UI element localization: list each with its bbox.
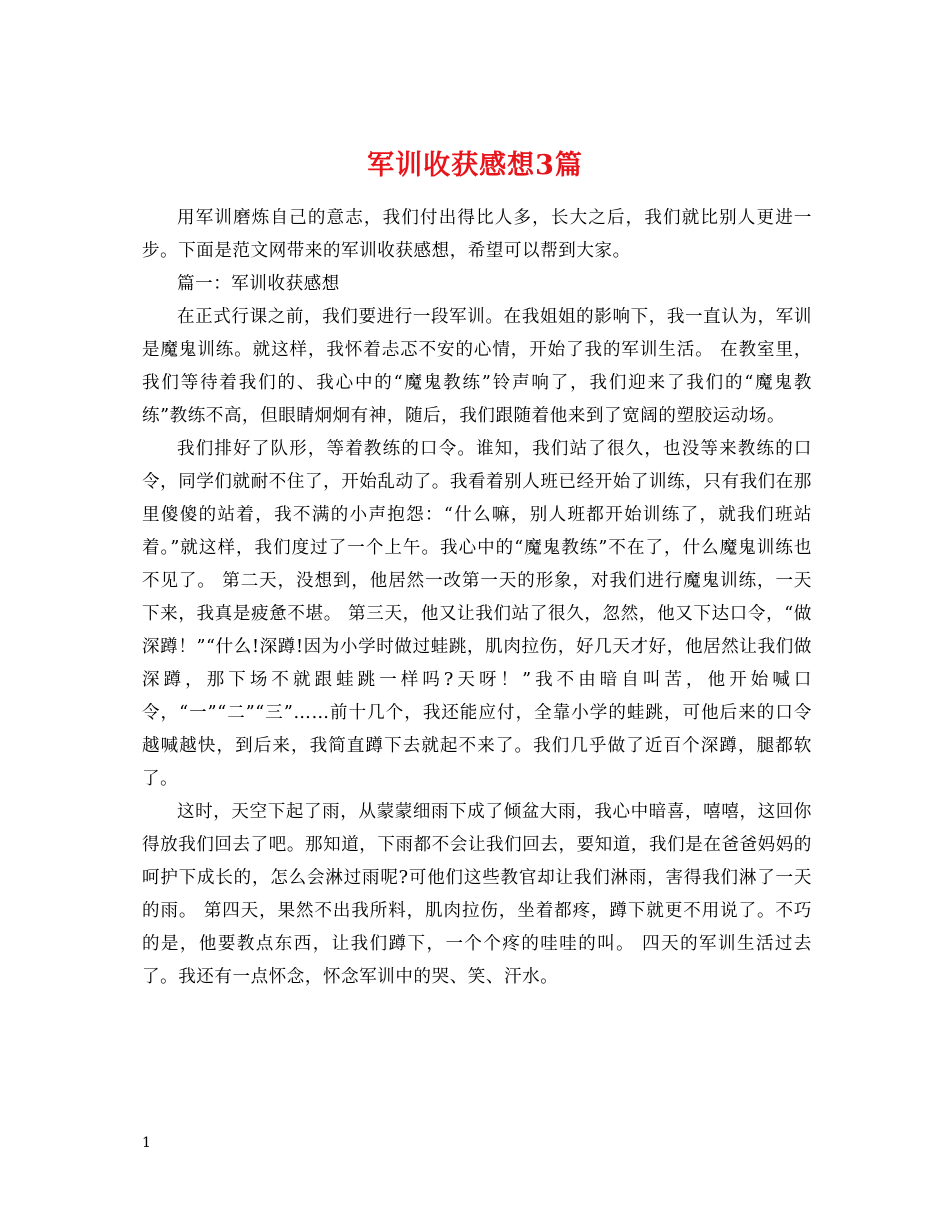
paragraph: 在正式行课之前，我们要进行一段军训。在我姐姐的影响下，我一直认为，军训是魔鬼训练。就这样，我怀着忐忑不安的心情，开始了我的军训生活。 在教室里，我们等待着我们的、我心中的“魔鬼教练”铃声响了，我们迎来了我们的“魔鬼教练”教练不高，但眼睛炯炯有神，随后，我们跟随着他来到了宽阔的塑胶运动场。 bbox=[142, 307, 812, 426]
section-heading: 篇一：军训收获感想 bbox=[177, 274, 340, 294]
paragraph: 这时，天空下起了雨，从蒙蒙细雨下成了倾盆大雨，我心中暗喜，嘻嘻，这回你得放我们回去了吧。那知道，下雨都不会让我们回去，要知道，我们是在爸爸妈妈的呵护下成长的，怎么会淋过雨呢?可他们这些教官却让我们淋雨，害得我们淋了一天的雨。 第四天，果然不出我所料，肌肉拉伤，坐着都疼，蹲下就更不用说了。不巧的是，他要教点东西，让我们蹲下，一个个疼的哇哇的叫。 四天的军训生活过去了。我还有一点怀念，怀念军训中的哭、笑、汗水。 bbox=[142, 802, 812, 987]
paragraph: 我们排好了队形，等着教练的口令。谁知，我们站了很久，也没等来教练的口令，同学们就耐不住了，开始乱动了。我看着别人班已经开始了训练，只有我们在那里傻傻的站着，我不满的小声抱怨：“什么嘛，别人班都开始训练了，就我们班站着。”就这样，我们度过了一个上午。我心中的“魔鬼教练”不在了，什么魔鬼训练也不见了。 第二天，没想到，他居然一改第一天的形象，对我们进行魔鬼训练，一天下来，我真是疲惫不堪。 第三天，他又让我们站了很久，忽然，他又下达口令，“做深蹲！”“什么!深蹲!因为小学时做过蛙跳，肌肉拉伤，好几天才好，他居然让我们做深蹲，那下场不就跟蛙跳一样吗?天呀！”我不由暗自叫苦，他开始喊口令，“一”“二”“三”……前十几个，我还能应付，全靠小学的蛙跳，可他后来的口令越喊越快，到后来，我简直蹲下去就起不来了。我们几乎做了近百个深蹲，腿都软了。 bbox=[142, 439, 812, 789]
paragraph-intro: 用军训磨炼自己的意志，我们付出得比人多，长大之后，我们就比别人更进一步。下面是范文网带来的军训收获感想，希望可以帮到大家。 bbox=[142, 208, 812, 261]
page-number: 1 bbox=[142, 1135, 151, 1151]
page-title: 军训收获感想3篇 bbox=[367, 150, 583, 182]
article-body bbox=[142, 202, 812, 994]
